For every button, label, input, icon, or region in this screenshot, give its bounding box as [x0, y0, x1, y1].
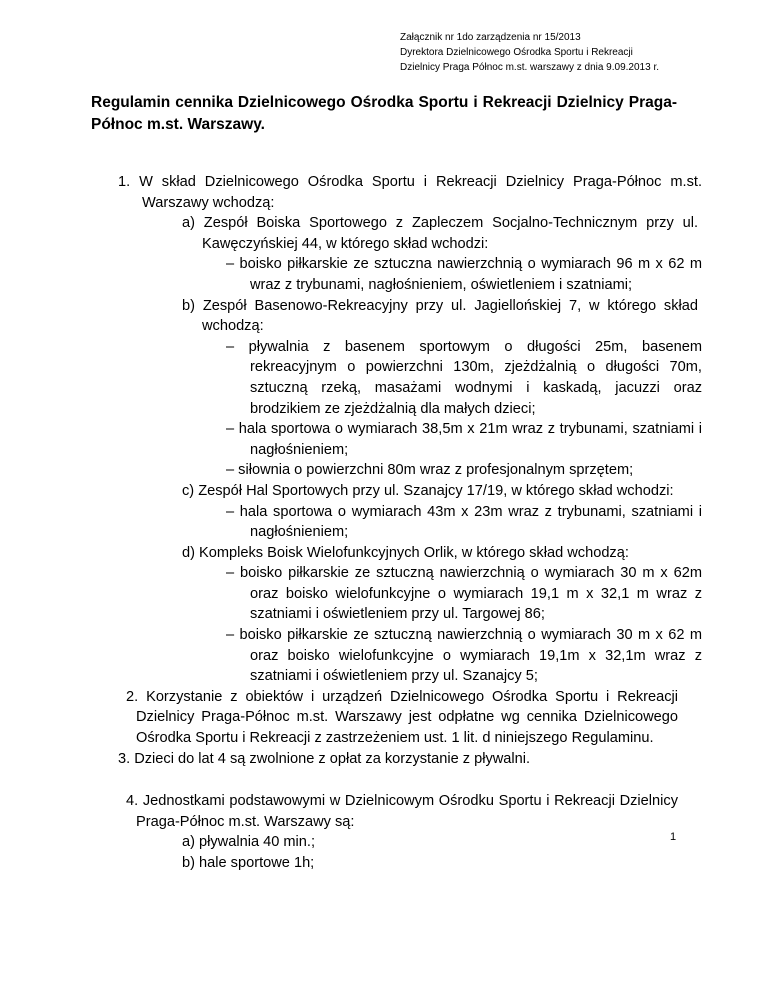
header-line-1: Załącznik nr 1do zarządzenia nr 15/2013 — [400, 32, 581, 43]
section-1-a-item: – boisko piłkarskie ze sztuczna nawierzchnią o wymiarach 96 m x 62 m wraz z trybunami, nagłośnieniem, oświetleniem i szatniami; — [226, 256, 702, 293]
section-4-a: a) pływalnia 40 min.; — [182, 834, 316, 851]
page-number: 1 — [670, 831, 677, 843]
section-1-c: c) Zespół Hal Sportowych przy ul. Szanajcy 17/19, w którego skład wchodzi: — [182, 482, 674, 499]
section-1-a: a) Zespół Boiska Sportowego z Zapleczem Socjalno-Technicznym przy ul. Kawęczyńskiej 44, w którego skład wchodzi: — [182, 215, 698, 252]
document-title: Regulamin cennika Dzielnicowego Ośrodka Sportu i Rekreacji Dzielnicy Praga-Północ m.st. Warszawy. — [91, 94, 677, 133]
section-1-b-item-3: – siłownia o powierzchni 80m wraz z profesjonalnym sprzętem; — [226, 462, 634, 479]
section-4: 4. Jednostkami podstawowymi w Dzielnicowym Ośrodku Sportu i Rekreacji Dzielnicy Praga-Północ m.st. Warszawy są: — [126, 793, 678, 830]
section-3: 3. Dzieci do lat 4 są zwolnione z opłat za korzystanie z pływalni. — [118, 750, 531, 767]
header-line-2: Dyrektora Dzielnicowego Ośrodka Sportu i Rekreacji — [400, 47, 633, 58]
section-4-b: b) hale sportowe 1h; — [182, 855, 315, 871]
attachment-header — [400, 30, 659, 75]
section-1-b-item-1: – pływalnia z basenem sportowym o długości 25m, basenem rekreacyjnym o powierzchni 130m, zjeżdżalnią o długości 70m, sztuczną rzeką, masażami wodnymi i kaskadą, jacuzzi oraz brodzikiem ze zjeżdżalnią dla małych dzieci; — [226, 338, 702, 417]
section-1-d-item-2: – boisko piłkarskie ze sztuczną nawierzchnią o wymiarach 30 m x 62 m oraz boisko wielofunkcyjne o wymiarach 19,1m x 32,1m wraz z szatniami i oświetleniem przy ul. Szanajcy 5; — [226, 627, 702, 685]
section-2: 2. Korzystanie z obiektów i urządzeń Dzielnicowego Ośrodka Sportu i Rekreacji Dzielnicy Praga-Północ m.st. Warszawy jest odpłatne wg cennika Dzielnicowego Ośrodka Sportu i Rekreacji z zastrzeżeniem ust. 1 lit. d niniejszego Regulaminu. — [126, 688, 678, 747]
document-body — [0, 172, 768, 874]
section-1-d: d) Kompleks Boisk Wielofunkcyjnych Orlik, w którego skład wchodzą: — [182, 544, 629, 561]
section-1-b-item-2: – hala sportowa o wymiarach 38,5m x 21m wraz z trybunami, szatniami i nagłośnieniem; — [226, 421, 702, 458]
section-1-b: b) Zespół Basenowo-Rekreacyjny przy ul. Jagiellońskiej 7, w którego skład wchodzą: — [182, 297, 698, 335]
section-1-d-item-1: – boisko piłkarskie ze sztuczną nawierzchnią o wymiarach 30 m x 62m oraz boisko wielofunkcyjne o wymiarach 19,1 m x 32,1 m wraz z szatniami i oświetleniem przy ul. Targowej 86; — [226, 565, 702, 623]
header-line-3: Dzielnicy Praga Północ m.st. warszawy z dnia 9.09.2013 r. — [400, 62, 660, 73]
section-1: 1. W skład Dzielnicowego Ośrodka Sportu i Rekreacji Dzielnicy Praga-Północ m.st. Warszawy wchodzą: — [118, 174, 702, 211]
section-1-c-item: – hala sportowa o wymiarach 43m x 23m wraz z trybunami, szatniami i nagłośnieniem; — [226, 503, 702, 541]
